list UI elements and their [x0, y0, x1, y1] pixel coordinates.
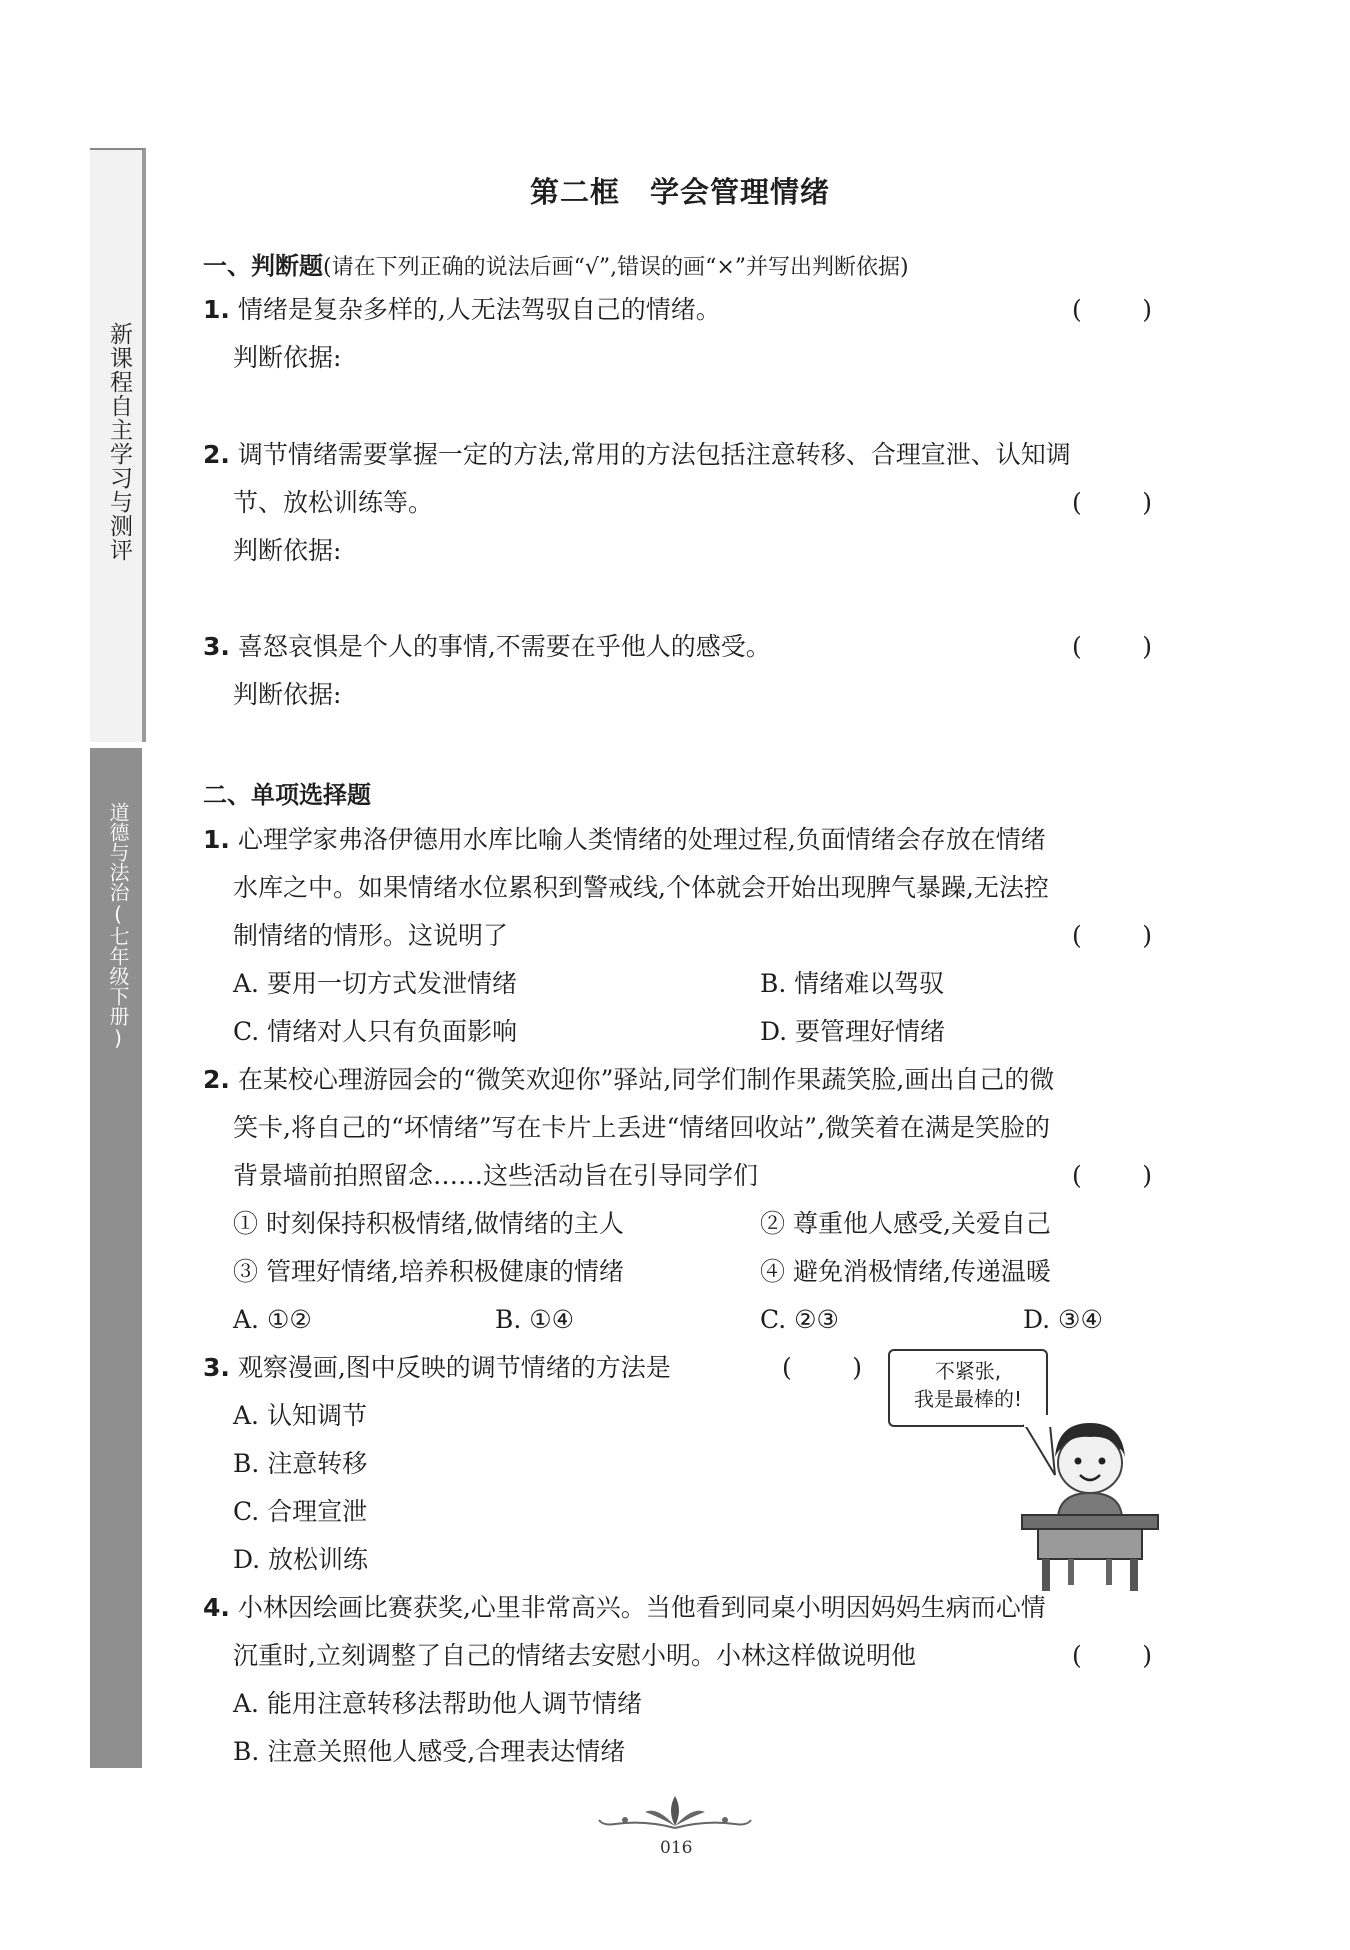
option-b[interactable]: B. 注意转移 [233, 1449, 368, 1478]
option-b[interactable]: B. 注意关照他人感受,合理表达情绪 [233, 1737, 626, 1766]
dot-left [622, 1817, 628, 1823]
sidebar-book-title: 新课程自主学习与测评 [106, 322, 132, 562]
chair-leg-right [1106, 1559, 1112, 1585]
question-text: 心理学家弗洛伊德用水库比喻人类情绪的处理过程,负面情绪会存放在情绪 [237, 825, 1046, 854]
choice-question-1 [203, 824, 1046, 856]
question-text: 小林因绘画比赛获奖,心里非常高兴。当他看到同桌小明因妈妈生病而心情 [237, 1593, 1046, 1622]
statement-3: ③ 管理好情绪,培养积极健康的情绪 [233, 1257, 624, 1286]
question-text: 情绪是复杂多样的,人无法驾驭自己的情绪。 [237, 295, 721, 324]
choice-question-4-line2: 沉重时,立刻调整了自己的情绪去安慰小明。小林这样做说明他 [233, 1641, 916, 1670]
page-title: 第二框 学会管理情绪 [530, 175, 831, 209]
question-number: 1. [203, 295, 230, 324]
option-d[interactable]: D. 要管理好情绪 [760, 1017, 946, 1046]
section1-heading-text: 一、判断题 [203, 252, 323, 280]
option-d[interactable]: D. 放松训练 [233, 1545, 369, 1574]
bubble-tail-mask [1024, 1415, 1054, 1427]
section2-heading: 二、单项选择题 [203, 781, 371, 809]
choice-question-4 [203, 1592, 1046, 1624]
footer-ornament [595, 1790, 755, 1840]
left-eye [1075, 1458, 1082, 1465]
option-b[interactable]: B. 情绪难以驾驭 [760, 969, 945, 998]
section1-heading [203, 246, 909, 281]
question-number: 3. [203, 1353, 230, 1382]
choice-question-2-line3: 背景墙前拍照留念……这些活动旨在引导同学们 [233, 1161, 759, 1190]
question-text: 喜怒哀惧是个人的事情,不需要在乎他人的感受。 [237, 632, 771, 661]
option-a[interactable]: A. 能用注意转移法帮助他人调节情绪 [233, 1689, 642, 1718]
question-number: 3. [203, 632, 230, 661]
leaf-center [671, 1796, 679, 1826]
desk-top [1022, 1515, 1158, 1529]
option-a[interactable]: A. ①② [233, 1305, 312, 1334]
choice-question-2-line2: 笑卡,将自己的“坏情绪”写在卡片上丢进“情绪回收站”,微笑着在满是笑脸的 [233, 1113, 1051, 1142]
bubble-tail [1025, 1425, 1055, 1475]
statement-1: ① 时刻保持积极情绪,做情绪的主人 [233, 1209, 624, 1238]
statement-2: ② 尊重他人感受,关爱自己 [760, 1209, 1051, 1238]
judge-basis-2: 判断依据: [233, 536, 342, 565]
option-d[interactable]: D. ③④ [1023, 1305, 1103, 1334]
question-text: 调节情绪需要掌握一定的方法,常用的方法包括注意转移、合理宣泄、认知调 [237, 440, 1071, 469]
right-eye [1099, 1458, 1106, 1465]
option-b[interactable]: B. ①④ [495, 1305, 575, 1334]
vine-left [599, 1820, 675, 1828]
bubble-line-1: 不紧张, [934, 1359, 1002, 1383]
page-number: 016 [660, 1838, 693, 1858]
desk-leg-right [1130, 1559, 1138, 1591]
section1-note: (请在下列正确的说法后画“√”,错误的画“×”并写出判断依据) [323, 255, 909, 280]
judge-question-3 [203, 631, 771, 663]
choice-question-1-line3: 制情绪的情形。这说明了 [233, 921, 509, 950]
vine-right [675, 1820, 751, 1828]
statement-4: ④ 避免消极情绪,传递温暖 [760, 1257, 1051, 1286]
choice-question-3 [203, 1352, 671, 1384]
question-number: 1. [203, 825, 230, 854]
option-c[interactable]: C. ②③ [760, 1305, 839, 1334]
option-c[interactable]: C. 情绪对人只有负面影响 [233, 1017, 518, 1046]
sidebar-subject-label: 道德与法治(七年级下册) [106, 802, 130, 1050]
bubble-line-2: 我是最棒的! [913, 1387, 1023, 1411]
question-text: 观察漫画,图中反映的调节情绪的方法是 [237, 1353, 671, 1382]
question-number: 2. [203, 1065, 230, 1094]
choice-question-1-line2: 水库之中。如果情绪水位累积到警戒线,个体就会开始出现脾气暴躁,无法控 [233, 873, 1049, 902]
judge-question-2 [203, 439, 1071, 471]
judge-question-2-line2: 节、放松训练等。 [233, 488, 434, 517]
choice-question-2 [203, 1064, 1054, 1096]
option-c[interactable]: C. 合理宣泄 [233, 1497, 368, 1526]
body-shirt [1058, 1493, 1122, 1517]
chair-leg-left [1068, 1559, 1074, 1585]
question-number: 2. [203, 440, 230, 469]
judge-basis-1: 判断依据: [233, 343, 342, 372]
question-number: 4. [203, 1593, 230, 1622]
option-a[interactable]: A. 认知调节 [233, 1401, 367, 1430]
cartoon-boy-illustration [1010, 1395, 1160, 1595]
question-text: 在某校心理游园会的“微笑欢迎你”驿站,同学们制作果蔬笑脸,画出自己的微 [237, 1065, 1055, 1094]
option-a[interactable]: A. 要用一切方式发泄情绪 [233, 969, 517, 998]
judge-question-1 [203, 294, 721, 326]
desk-leg-left [1042, 1559, 1050, 1591]
dot-right [722, 1817, 728, 1823]
desk-front [1038, 1529, 1142, 1559]
judge-basis-3: 判断依据: [233, 680, 342, 709]
